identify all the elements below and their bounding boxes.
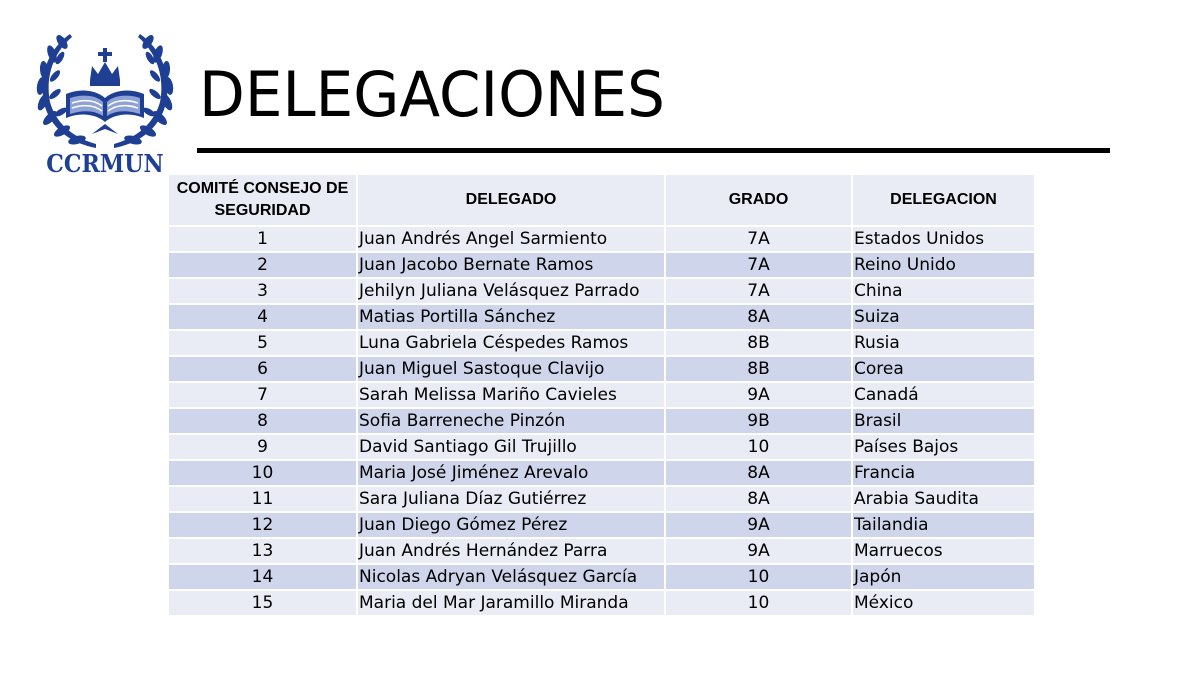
cell-grade: 9B	[666, 409, 851, 433]
cell-number: 3	[169, 279, 356, 303]
cell-delegation: Francia	[853, 461, 1034, 485]
cell-delegate: Juan Miguel Sastoque Clavijo	[358, 357, 664, 381]
header-delegate: DELEGADO	[358, 175, 664, 225]
cell-delegate: Maria José Jiménez Arevalo	[358, 461, 664, 485]
cell-number: 15	[169, 591, 356, 615]
ccrmun-logo	[30, 28, 180, 180]
cell-delegation: Marruecos	[853, 539, 1034, 563]
table-row	[169, 383, 1034, 407]
cell-number: 9	[169, 435, 356, 459]
cell-delegation: Rusia	[853, 331, 1034, 355]
cell-number: 12	[169, 513, 356, 537]
table-row	[169, 357, 1034, 381]
cell-delegate: Nicolas Adryan Velásquez García	[358, 565, 664, 589]
cell-delegation: Reino Unido	[853, 253, 1034, 277]
logo-text: CCRMUN	[46, 149, 164, 178]
cell-grade: 7A	[666, 253, 851, 277]
cell-delegation: China	[853, 279, 1034, 303]
cell-grade: 9A	[666, 513, 851, 537]
cell-grade: 9A	[666, 383, 851, 407]
delegations-table-container	[169, 175, 1034, 615]
cell-number: 10	[169, 461, 356, 485]
table-row	[169, 461, 1034, 485]
delegations-table	[167, 173, 1036, 617]
header-committee: COMITÉ CONSEJO DE SEGURIDAD	[169, 175, 356, 225]
laurel-crown-book-icon	[30, 28, 180, 152]
cell-delegate: Luna Gabriela Céspedes Ramos	[358, 331, 664, 355]
cell-grade: 8B	[666, 331, 851, 355]
table-row	[169, 539, 1034, 563]
cell-grade: 9A	[666, 539, 851, 563]
cell-number: 1	[169, 227, 356, 251]
cell-delegation: Brasil	[853, 409, 1034, 433]
title-underline	[197, 148, 1110, 153]
header-delegation: DELEGACION	[853, 175, 1034, 225]
table-row	[169, 513, 1034, 537]
cell-number: 11	[169, 487, 356, 511]
cell-delegation: Corea	[853, 357, 1034, 381]
cell-number: 7	[169, 383, 356, 407]
cell-delegate: Maria del Mar Jaramillo Miranda	[358, 591, 664, 615]
table-row	[169, 227, 1034, 251]
cell-delegation: Japón	[853, 565, 1034, 589]
cell-delegation: Estados Unidos	[853, 227, 1034, 251]
cell-number: 2	[169, 253, 356, 277]
cell-delegation: Suiza	[853, 305, 1034, 329]
table-header-row	[169, 175, 1034, 225]
table-row	[169, 409, 1034, 433]
cell-delegation: México	[853, 591, 1034, 615]
cell-grade: 8B	[666, 357, 851, 381]
cell-delegate: Matias Portilla Sánchez	[358, 305, 664, 329]
cell-delegation: Canadá	[853, 383, 1034, 407]
cell-number: 4	[169, 305, 356, 329]
cell-grade: 8A	[666, 461, 851, 485]
cell-delegate: Sarah Melissa Mariño Cavieles	[358, 383, 664, 407]
cell-grade: 8A	[666, 487, 851, 511]
cell-delegate: Juan Andrés Angel Sarmiento	[358, 227, 664, 251]
table-row	[169, 331, 1034, 355]
cell-grade: 10	[666, 435, 851, 459]
cell-grade: 10	[666, 591, 851, 615]
cell-grade: 8A	[666, 305, 851, 329]
cell-number: 6	[169, 357, 356, 381]
cell-delegation: Arabia Saudita	[853, 487, 1034, 511]
table-row	[169, 305, 1034, 329]
table-row	[169, 253, 1034, 277]
cell-grade: 7A	[666, 227, 851, 251]
table-row	[169, 435, 1034, 459]
cell-delegation: Tailandia	[853, 513, 1034, 537]
table-row	[169, 279, 1034, 303]
cell-number: 14	[169, 565, 356, 589]
cell-grade: 10	[666, 565, 851, 589]
cell-delegate: Sara Juliana Díaz Gutiérrez	[358, 487, 664, 511]
cell-delegation: Países Bajos	[853, 435, 1034, 459]
table-row	[169, 565, 1034, 589]
cell-number: 5	[169, 331, 356, 355]
cell-grade: 7A	[666, 279, 851, 303]
table-row	[169, 591, 1034, 615]
header-grade: GRADO	[666, 175, 851, 225]
page-title: DELEGACIONES	[199, 58, 665, 131]
cell-delegate: Sofia Barreneche Pinzón	[358, 409, 664, 433]
cell-number: 8	[169, 409, 356, 433]
cell-delegate: Jehilyn Juliana Velásquez Parrado	[358, 279, 664, 303]
cell-delegate: Juan Jacobo Bernate Ramos	[358, 253, 664, 277]
cell-delegate: David Santiago Gil Trujillo	[358, 435, 664, 459]
cell-delegate: Juan Andrés Hernández Parra	[358, 539, 664, 563]
cell-delegate: Juan Diego Gómez Pérez	[358, 513, 664, 537]
cell-number: 13	[169, 539, 356, 563]
table-row	[169, 487, 1034, 511]
